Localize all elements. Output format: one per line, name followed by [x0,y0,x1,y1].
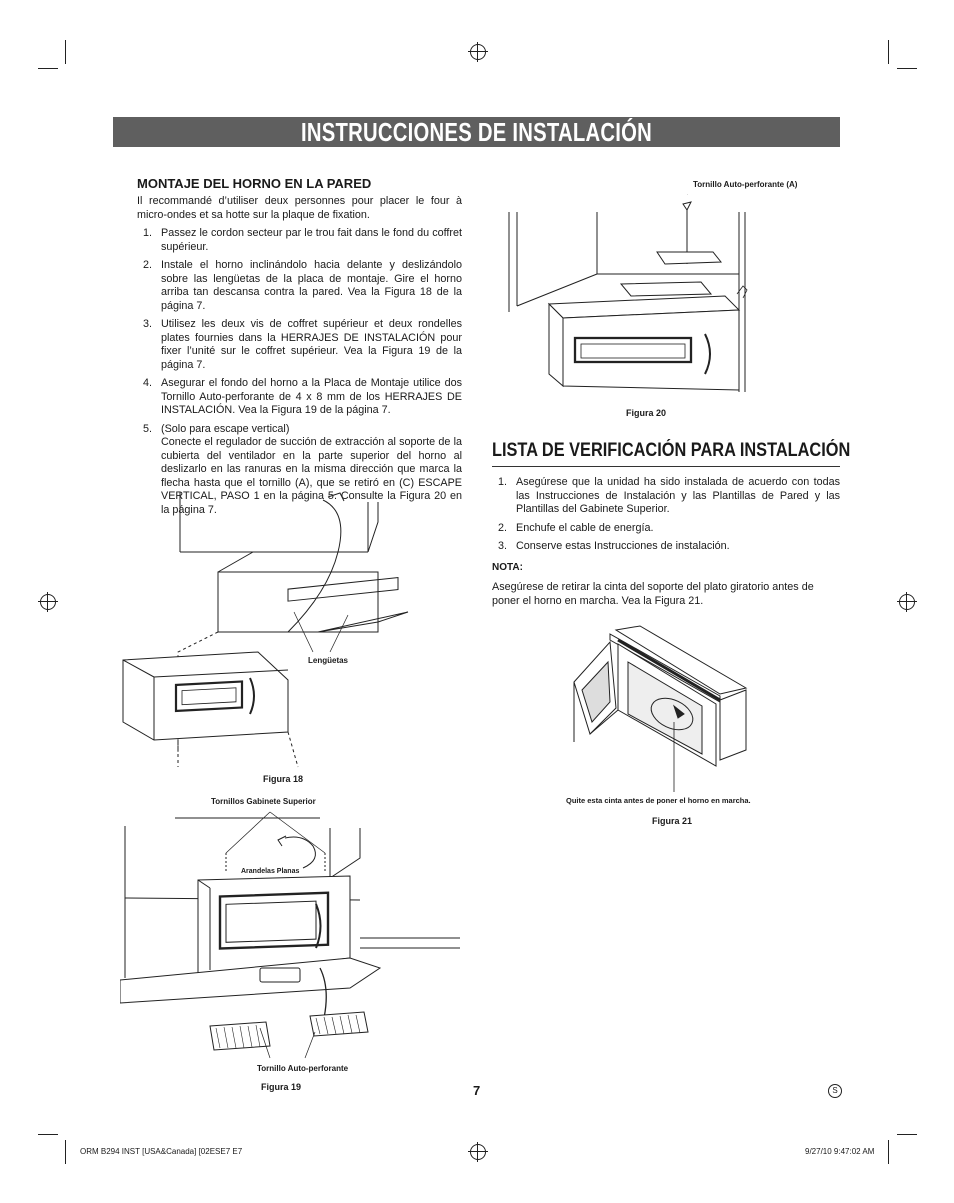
crop-mark [38,1134,58,1135]
step-item: 3. Utilisez les deux vis de coffret supérieur et deux rondelles plates fournies dans la HERRAJES DE INSTALACIÓN pour fixer l’unité sur le coffret supérieur. Vea la Figura 19 de la página 7. [143,318,462,371]
registration-mark-icon [899,594,915,610]
mounting-intro: Il recommandé d’utiliser deux personnes pour placer le four à micro-ondes et sa hotte sur la plaque de fixation. [137,195,462,221]
footer-left: ORM B294 INST [USA&Canada] [02ESE7 E7 [80,1147,243,1156]
fig19-label-screw-bottom: Tornillo Auto-perforante [257,1064,349,1073]
checklist-item: 1. Asegúrese que la unidad ha sido instalada de acuerdo con todas las Instrucciones de Instalación y las Plantillas de Pared y las Plantillas del Gabinete Superior. [498,476,840,515]
footer-right: 9/27/10 9:47:02 AM [805,1147,875,1156]
crop-mark [897,1134,917,1135]
crop-mark [888,40,889,64]
checklist-item: 3. Conserve estas Instrucciones de instalación. [498,540,730,552]
fig18-caption: Figura 18 [263,774,304,784]
fig19-label-washers: Arandelas Planas [241,868,300,875]
crop-mark [888,1140,889,1164]
figure-21-illustration [570,622,750,792]
figure-20-illustration [505,194,755,409]
fig21-caption: Figura 21 [652,816,693,826]
page-mark-letter: S [832,1086,838,1095]
figure-18-illustration [118,492,458,772]
section-heading-mounting: MONTAJE DEL HORNO EN LA PARED [137,176,372,191]
step-item: 2. Instale el horno inclinándolo hacia delante y deslizándolo sobre las lengüetas de la placa de montaje. Gire el horno arriba tan descansa contra la pared. Vea la Figura 18 de la página 7. [143,259,462,312]
checklist-item: 2. Enchufe el cable de energía. [498,521,654,534]
fig19-label-screws-top: Tornillos Gabinete Superior [211,797,316,806]
fig21-label-tape: Quite esta cinta antes de poner el horno en marcha. [566,796,751,805]
fig19-caption: Figura 19 [261,1082,302,1092]
heading-underline [492,466,840,467]
step-item: 1. Passez le cordon secteur par le trou fait dans le fond du coffret supérieur. [143,227,462,253]
crop-mark [65,40,66,64]
fig20-caption: Figura 20 [626,408,667,418]
page-number: 7 [473,1083,481,1098]
mounting-steps [137,227,462,522]
checklist [492,476,840,559]
title-banner [113,117,840,147]
figure-19-illustration [120,808,460,1070]
section-heading-checklist: LISTA DE VERIFICACIÓN PARA INSTALACIÓN [492,440,851,461]
crop-mark [38,68,58,69]
registration-mark-icon [40,594,56,610]
note-heading: NOTA: [492,562,523,573]
registration-mark-icon [470,1144,486,1160]
fig20-label-screw: Tornillo Auto-perforante (A) [693,180,798,189]
crop-mark [897,68,917,69]
note-text: Asegúrese de retirar la cinta del soporte del plato giratorio antes de poner el horno en marcha. Vea la Figura 21. [492,581,814,607]
step-item: 5. (Solo para escape vertical) Conecte el regulador de succión de extracción al soporte de la cubierta del ventilador en la parte superior del horno al deslizarlo en las ranuras en la misma dirección que marca la flecha hasta que el tornillo (A), que se retiró en (C) ESCAPE VERTICAL, PASO 1 en la página 5. Consulte la Figura 20 en la página 7. [143,422,462,516]
page-mark [828,1084,842,1098]
step-item: 4. Asegurar el fondo del horno a la Placa de Montaje utilice dos Tornillo Auto-perforante de 4 x 8 mm de los HERRAJES DE INSTALACIÓN. Vea la Figura 19 de la página 7. [143,377,462,416]
crop-mark [65,1140,66,1164]
registration-mark-icon [470,44,486,60]
fig18-label-tabs: Lengüetas [308,656,349,665]
page-title: INSTRUCCIONES DE INSTALACIÓN [301,117,652,147]
